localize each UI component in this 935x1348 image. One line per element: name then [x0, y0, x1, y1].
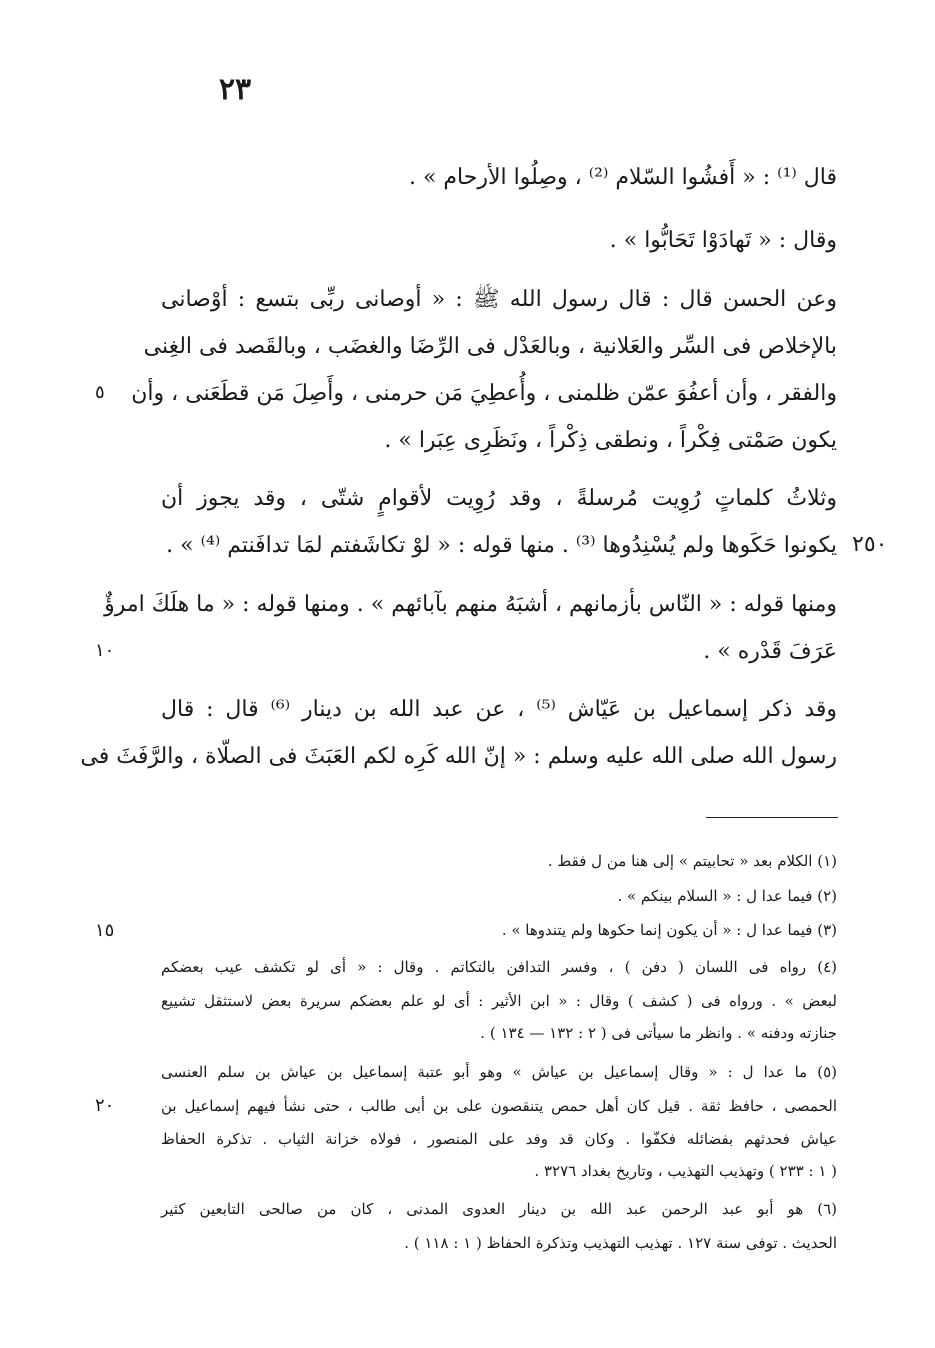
body-line: وثلاثُ كلماتٍ رُوِيت مُرسلةً ، وقد رُوِيت لأقوامٍ شتّى ، وقد يجوز أن [161, 486, 837, 511]
body-line: يكونوا حَكَوها ولم يُسْنِدُوها ⁽³⁾ . منها قوله : « لوْ تكاشَفتم لمَا تدافَنتم ⁽⁴⁾ » . [166, 533, 837, 558]
body-line: بالإخلاص فى السِّر والعَلانية ، وبالعَدْل فى الرِّضَا والغضَب ، وبالقَصد فى الغِنى [143, 334, 837, 359]
margin-line-marker: ١٥ [95, 920, 115, 941]
margin-line-marker: ٥ [95, 382, 105, 403]
footnote-line: جنازته ودفنه » . وانظر ما سيأتى فى ( ٢ : ١٣٢ — ١٣٤ ) . [480, 1024, 837, 1042]
margin-line-marker: ١٠ [95, 640, 115, 661]
body-line: عَرَفَ قَدْره » . [703, 639, 837, 664]
footnote-line: (٣) فيما عدا ل : « أن يكون إنما حكوها ولم يتندوها » . [501, 921, 837, 939]
body-line: والفقر ، وأن أعفُوَ عمّن ظلمنى ، وأُعطِيَ مَن حرمنى ، وأَصِلَ مَن قطَعَنى ، وأن [131, 381, 837, 406]
footnote-line: ( ١ : ٢٣٣ ) وتهذيب التهذيب ، وتاريخ بغداد ٣٢٧٦ . [534, 1162, 837, 1180]
body-line: وقال : « تَهادَوْا تَحَابُّوا » . [609, 228, 837, 253]
footnote-line: (٤) رواه فى اللسان ( دفن ) ، وفسر التدافن بالتكاتم . وقال : « أى لو تكشف عيب بعضكم [161, 958, 837, 976]
footnote-line: (٦) هو أبو عبد الرحمن عبد الله بن دينار العدوى المدنى ، كان من صالحى التابعين كثير [161, 1200, 837, 1218]
footnote-line: عياش فحدثهم بفضائله فكفّوا . وكان قد وفد على المنصور ، فولاه خزانة الثياب . تذكرة الحفاظ [161, 1130, 837, 1148]
margin-section-marker: ٢٥٠ [852, 532, 888, 557]
body-line: وقد ذكر إسماعيل بن عَيّاش ⁽⁵⁾ ، عن عبد الله بن دينار ⁽⁶⁾ قال : قال [161, 697, 838, 722]
footnote-line: الحمصى ، حافظ ثقة . قيل كان أهل حمص يتنقصون على بن أبى طالب ، حتى نشأ فيهم إسماعيل بن [161, 1097, 837, 1115]
body-line: رسول الله صلى الله عليه وسلم : « إنّ الله كَرِه لكم العَبَثَ فى الصلّاة ، والرَّفَثَ فى [80, 744, 837, 769]
body-line: قال ⁽¹⁾ : « أَفشُوا السّلام ⁽²⁾ ، وصِلُوا الأرحام » . [408, 165, 837, 190]
body-line: ومنها قوله : « النّاس بأزمانهم ، أشبَهُ منهم بآبائهم » . ومنها قوله : « ما هلَكَ امرؤٌ [104, 592, 837, 617]
footnote-line: الحديث . توفى سنة ١٢٧ . تهذيب التهذيب وتذكرة الحفاظ ( ١ : ١١٨ ) . [404, 1234, 837, 1252]
body-line: وعن الحسن قال : قال رسول الله ﷺ : « أوصانى ربِّى بتسع : أوْصانى [161, 287, 837, 312]
footnote-line: (٥) ما عدا ل : « وقال إسماعيل بن عياش » وهو أبو عتبة إسماعيل بن عياش بن سلم العنسى [161, 1063, 837, 1081]
footnote-line: لبعض » . ورواه فى ( كشف ) وقال : « ابن الأثير : أى لو علم بعضكم سريرة بعض لاستثقل تشييع [161, 992, 837, 1010]
page-number: ٢٣ [218, 72, 252, 107]
footnote-line: (١) الكلام بعد « تحابيتم » إلى هنا من ل فقط . [547, 852, 837, 870]
footnote-line: (٢) فيما عدا ل : « السلام بينكم » . [617, 887, 837, 905]
footnote-separator [706, 817, 838, 818]
margin-line-marker: ٢٠ [95, 1095, 115, 1116]
body-line: يكون صَمْتى فِكْراً ، ونطقى ذِكْراً ، ونَظَرِى عِبَرا » . [384, 428, 837, 453]
